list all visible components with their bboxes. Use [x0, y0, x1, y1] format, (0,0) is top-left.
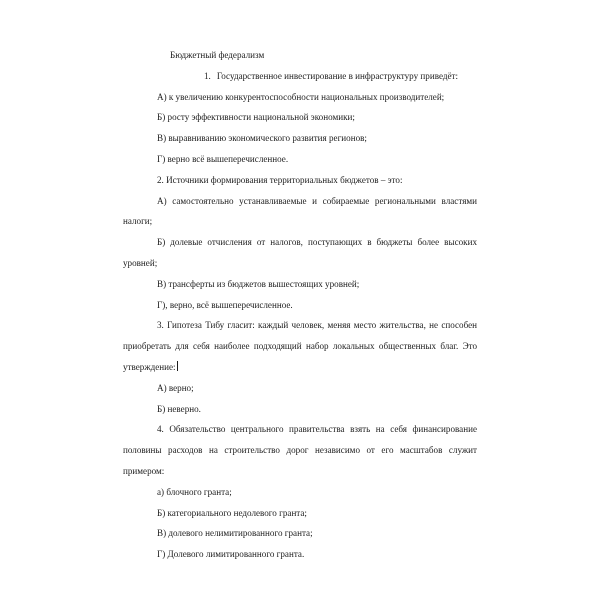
question-2-option-g: Г), верно, всё вышеперечисленное. [157, 299, 293, 310]
question-4-option-g: Г) Долевого лимитированного гранта. [157, 549, 305, 560]
question-3-option-b: Б) неверно. [157, 403, 201, 414]
question-3 [123, 315, 477, 377]
text-cursor-caret [177, 361, 178, 371]
question-3-text: 3. Гипотеза Тибу гласит: каждый человек, меняя место жительства, не способен приобретать для себя наиболее подходящий набор локальных общественных благ. Это утверждение: [123, 320, 477, 372]
question-2-option-v: В) трансферты из бюджетов вышестоящих уровней; [157, 278, 360, 289]
question-1-option-v: В) выравниванию экономического развития регионов; [157, 133, 367, 144]
question-2-option-a: А) самостоятельно устанавливаемые и собираемые региональными властями налоги; [123, 195, 477, 227]
question-2-option-b: Б) долевые отчисления от налогов, поступающих в бюджеты более высоких уровней; [123, 237, 477, 268]
document-heading: Бюджетный федерализм [170, 50, 265, 60]
question-1-list-item [123, 66, 477, 87]
question-3-option-a: А) верно; [157, 382, 194, 393]
question-1-number: 1. [204, 70, 211, 81]
question-1-text: Государственное инвестирование в инфраструктуру приведёт: [216, 70, 459, 81]
question-1-option-g: Г) верно всё вышеперечисленное. [157, 153, 289, 164]
question-1-option-b: Б) росту эффективности национальной экономики; [157, 112, 355, 123]
question-4-option-a: а) блочного гранта; [157, 486, 232, 497]
question-4-option-v: В) долевого нелимитированного гранта; [157, 528, 313, 539]
question-4: 4. Обязательство центрального правительства взять на себя финансирование половины расходов на строительство дорог независимо от его масштабов служит примером: [123, 424, 477, 476]
question-1-option-a: А) к увеличению конкурентоспособности национальных производителей; [157, 91, 445, 102]
question-4-option-b: Б) категориального недолевого гранта; [157, 507, 307, 518]
question-2: 2. Источники формирования территориальных бюджетов – это: [157, 174, 403, 185]
document-text-body[interactable] [123, 45, 477, 565]
